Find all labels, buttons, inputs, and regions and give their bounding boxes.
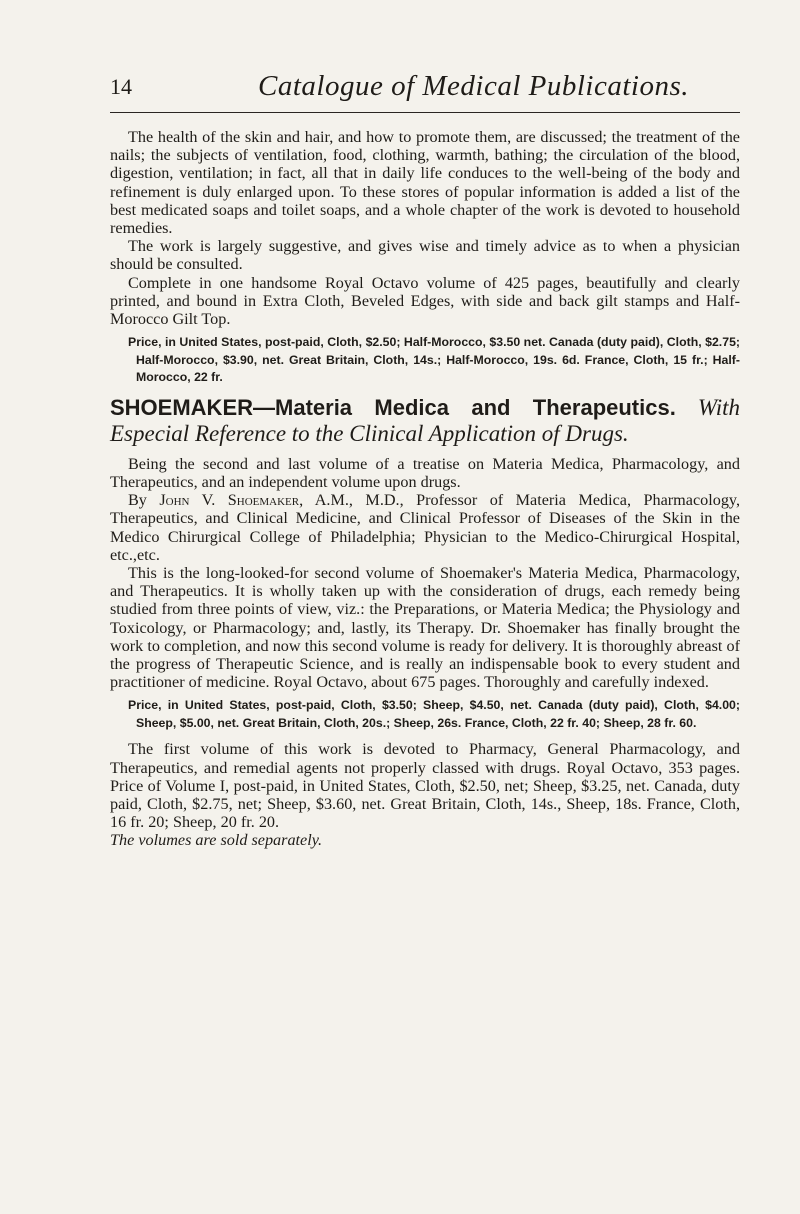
section2-paragraph-1: Being the second and last volume of a treatise on Materia Medica, Pharmacology, and Therapeutics, and an independent volume upon drugs. [110,454,740,491]
section1-paragraph-3: Complete in one handsome Royal Octavo volume of 425 pages, beautifully and clearly printed, and bound in Extra Cloth, Beveled Edges, with side and back gilt stamps and Half-Morocco Gilt Top. [110,273,740,329]
book-title: SHOEMAKER—Materia Medica and Therapeutics. [110,394,676,420]
page-body [110,128,740,850]
section2-price: Price, in United States, post-paid, Cloth, $3.50; Sheep, $4.50, net. Canada (duty paid), Cloth, $4.00; Sheep, $5.00, net. Great Britain, Cloth, 20s.; Sheep, 26s. France, Cloth, 22 fr. 40; Sheep, 28 fr. 60. [128,698,740,730]
volumes-note: The volumes are sold separately. [110,831,323,850]
section2-paragraph-4: The first volume of this work is devoted to Pharmacy, General Pharmacology, and Therapeutics, and remedial agents not properly classed with drugs. Royal Octavo, 353 pages. Price of Volume I, post-paid, in United States, Cloth, $2.50, net; Sheep, $3.25, net. Canada, duty paid, Cloth, $2.75, net; Sheep, $3.60, net. Great Britain, Cloth, 14s., Sheep, 18s. France, Cloth, 16 fr. 20; Sheep, 20 fr. 20. [110,740,740,832]
author-name: John V. Shoemaker [159,491,300,510]
page-header [110,70,740,113]
section1-paragraph-1: The health of the skin and hair, and how to promote them, are discussed; the treatment of the nails; the subjects of ventilation, food, clothing, warmth, bathing; the circulation of the blood, digestion, ventilation; in fact, all that in daily life conduces to the well-being of the body and refinement is duly enlarged upon. To these stores of popular information is added a list of the best medicated soaps and toilet soaps, and a whole chapter of the work is devoted to household remedies. [110,128,740,238]
section2-paragraph-3: This is the long-looked-for second volume of Shoemaker's Materia Medica, Pharmacology, and Therapeutics. It is wholly taken up with the consideration of drugs, each remedy being studied from three points of view, viz.: the Preparations, or Materia Medica; the Physiology and Toxicology, or Pharmacology; and, lastly, its Therapy. Dr. Shoemaker has finally brought the work to completion, and now this second volume is ready for delivery. It is thoroughly abreast of the progress of Therapeutic Science, and is really an indispensable book to every student and practitioner of medicine. Royal Octavo, about 675 pages. Thoroughly and carefully indexed. [110,563,740,692]
page-number: 14 [110,74,132,99]
author-by: By [128,491,147,510]
author-paragraph [110,491,740,564]
running-title: Catalogue of Medical Publications. [258,70,690,102]
book-heading [110,395,740,447]
section1-paragraph-2: The work is largely suggestive, and gives wise and timely advice as to when a physician should be consulted. [110,237,740,274]
book-subtitle: With Especial Reference to the Clinical Application of Drugs. [110,394,741,446]
author-credentials: , A.M., M.D., Professor of Materia Medica, Pharmacology, Therapeutics, and Clinical Medicine, and Clinical Professor of Diseases of the Skin in the Medico Chirurgical College of Philadelphia; Physician to the Medico-Chirurgical Hospital, etc.,etc. [110,491,741,564]
section1-price: Price, in United States, post-paid, Cloth, $2.50; Half-Morocco, $3.50 net. Canada (duty paid), Cloth, $2.75; Half-Morocco, $3.90, net. Great Britain, Cloth, 14s.; Half-Morocco, 19s. 6d. France, Cloth, 15 fr.; Half-Morocco, 22 fr. [128,335,740,385]
